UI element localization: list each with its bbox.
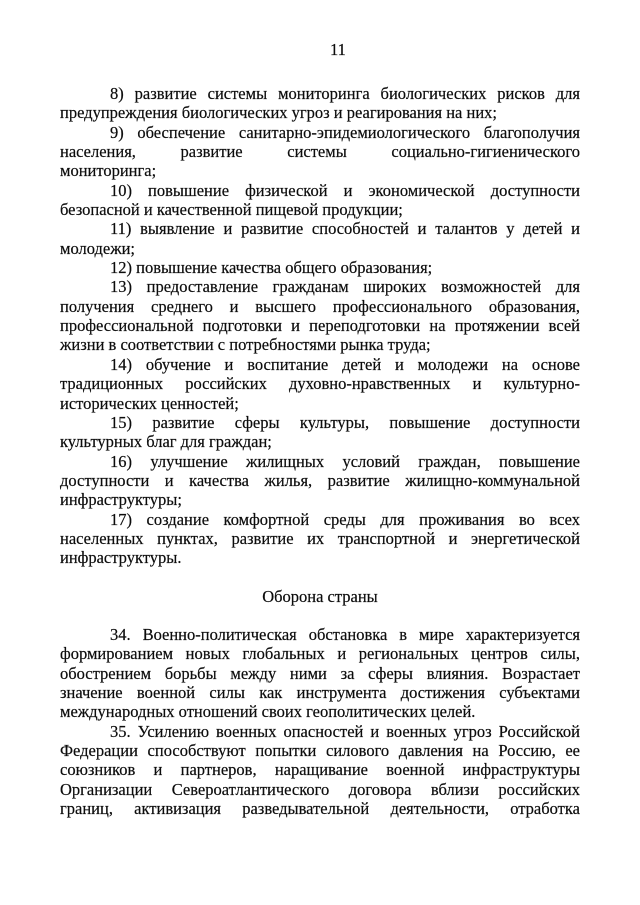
text-line: границ, активизация разведывательной деятельности, отработка [60,799,580,819]
text-line: 13) предоставление гражданам широких возможностей для [110,277,580,297]
paragraph-35 [60,722,580,819]
page-number: 11 [330,40,346,59]
text-line: союзников и партнеров, наращивание военной инфраструктуры [60,760,580,780]
text-line: 14) обучение и воспитание детей и молодежи на основе [110,354,580,374]
text-line: 8) развитие системы мониторинга биологических рисков для [110,84,580,103]
text-line: формированием новых глобальных и региональных центров силы, [60,644,580,664]
clause-8 [60,84,580,123]
text-line: 34. Военно-политическая обстановка в мире характеризуется [110,624,580,644]
text-line: исторических ценностей; [60,393,239,413]
clause-11 [60,219,580,258]
text-line: международных отношений своих геополитических целей. [60,702,476,722]
text-line: 12) повышение качества общего образования; [110,258,433,278]
text-line: 35. Усилению военных опасностей и военных угроз Российской [110,721,580,741]
text-block [60,84,580,818]
text-line: культурных благ для граждан; [60,432,272,452]
text-line: традиционных российских духовно-нравственных и культурно- [60,374,580,394]
text-line: жизни в соответствии с потребностями рынка труда; [60,335,431,355]
clause-15 [60,413,580,452]
text-line: мониторинга; [60,161,157,181]
clause-16 [60,452,580,510]
text-line: инфраструктуры. [60,548,182,568]
clause-14 [60,355,580,413]
text-line: 10) повышение физической и экономической доступности [110,180,580,200]
text-line: доступности и качества жилья, развитие жилищно-коммунальной [60,470,580,490]
text-line: 16) улучшение жилищных условий граждан, повышение [110,451,580,471]
section-heading: Оборона страны [262,586,378,606]
text-line: получения среднего и высшего профессионального образования, [60,296,580,316]
text-line: 17) создание комфортной среды для проживания во всех [110,509,580,529]
clause-13 [60,277,580,354]
text-line: обострением борьбы между ними за сферы влияния. Возрастает [60,663,580,683]
text-line: Федерации способствуют попытки силового давления на Россию, ее [60,741,580,760]
text-line: 11) выявление и развитие способностей и талантов у детей и [110,219,580,239]
text-line: профессиональной подготовки и переподготовки на протяжении всей [60,316,580,336]
paragraph-34 [60,625,580,722]
clause-12 [60,258,580,277]
text-line: населенных пунктах, развитие их транспортной и энергетической [60,528,580,548]
text-line: предупреждения биологических угроз и реагирования на них; [60,103,498,123]
text-line: значение военной силы как инструмента достижения субъектами [60,682,580,702]
text-line: Организации Североатлантического договора вблизи российских [60,779,580,799]
text-line: безопасной и качественной пищевой продукции; [60,200,403,220]
clause-9 [60,123,580,181]
text-line: молодежи; [60,238,136,258]
clause-17 [60,510,580,568]
text-line: инфраструктуры; [60,490,182,510]
text-line: населения, развитие системы социально-гигиенического [60,142,580,162]
text-line: 9) обеспечение санитарно-эпидемиологического благополучия [110,122,580,142]
clause-10 [60,181,580,220]
text-line: 15) развитие сферы культуры, повышение доступности [110,412,580,432]
